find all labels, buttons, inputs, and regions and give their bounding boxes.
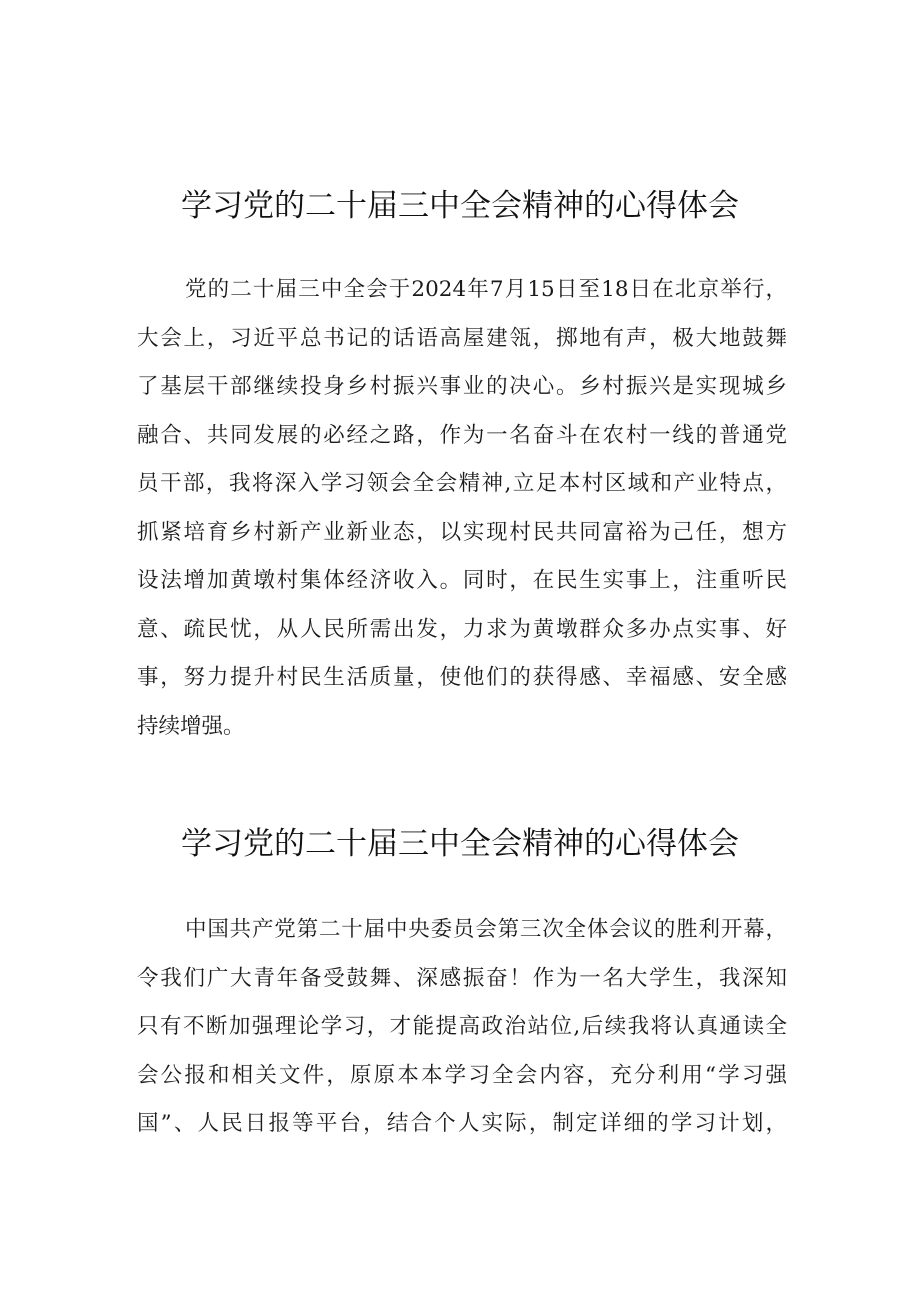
section-title: 学习党的二十届三中全会精神的心得体会 [181, 188, 739, 224]
text-line: 党的二十届三中全会于2024年7月15日至18日在北京举行， [185, 277, 787, 302]
text-line: 融合、共同发展的必经之路，作为一名奋斗在农村一线的普通党 [137, 422, 787, 448]
text-line: 了基层干部继续投身乡村振兴事业的决心。乡村振兴是实现城乡 [137, 374, 787, 399]
section-title: 学习党的二十届三中全会精神的心得体会 [181, 826, 739, 862]
body-paragraph [137, 266, 787, 751]
body-paragraph [137, 906, 787, 1149]
text-line: 设法增加黄墩村集体经济收入。同时，在民生实事上，注重听民 [137, 568, 787, 593]
text-line: 令我们广大青年备受鼓舞、深感振奋！作为一名大学生，我深知 [137, 965, 787, 991]
text-line: 大会上，习近平总书记的话语高屋建瓴，掷地有声，极大地鼓舞 [137, 325, 787, 351]
text-line: 抓紧培育乡村新产业新业态，以实现村民共同富裕为己任，想方 [137, 519, 787, 545]
text-line: 中国共产党第二十届中央委员会第三次全体会议的胜利开幕， [185, 917, 787, 942]
text-line: 意、疏民忧，从人民所需出发，力求为黄墩群众多办点实事、好 [137, 616, 787, 642]
text-line: 事，努力提升村民生活质量，使他们的获得感、幸福感、安全感 [137, 665, 787, 690]
text-line: 国”、人民日报等平台，结合个人实际，制定详细的学习计划， [137, 1111, 787, 1136]
text-line: 员干部，我将深入学习领会全会精神,立足本村区域和产业特点， [137, 471, 787, 496]
text-line: 持续增强。 [137, 713, 245, 739]
text-line: 会公报和相关文件，原原本本学习全会内容，充分利用“学习强 [137, 1062, 787, 1088]
text-line: 只有不断加强理论学习，才能提高政治站位,后续我将认真通读全 [137, 1014, 787, 1039]
